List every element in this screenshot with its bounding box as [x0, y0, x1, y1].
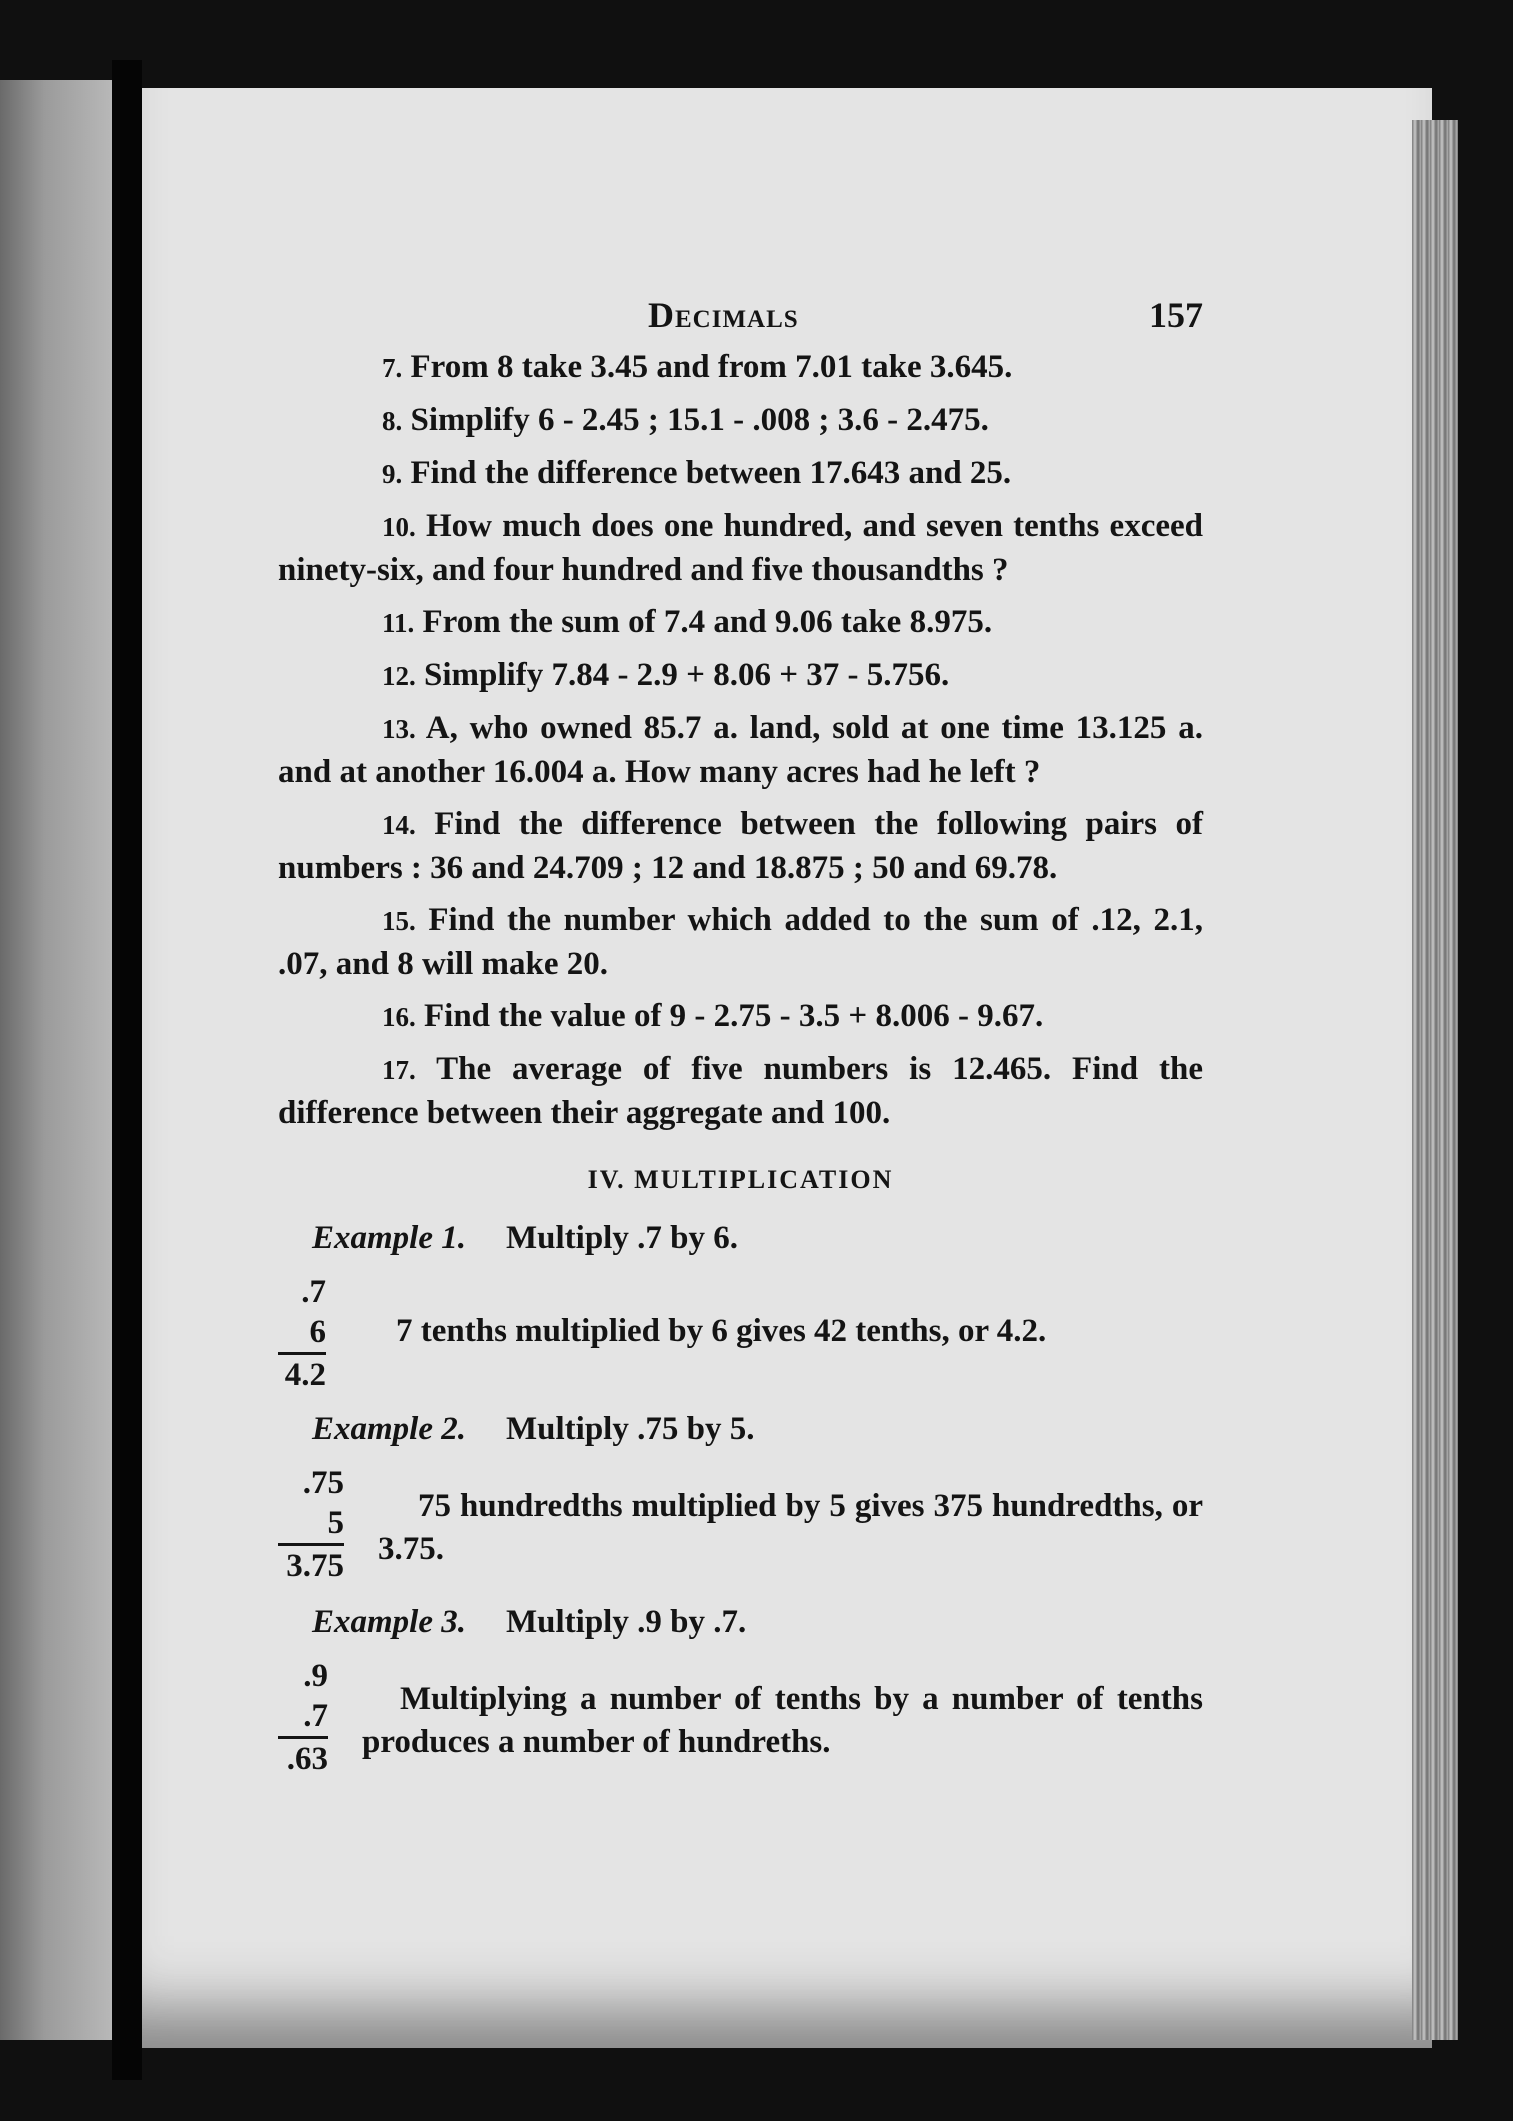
- calculation-column: [278, 1656, 328, 1779]
- example-label: Example 2.: [312, 1411, 466, 1447]
- exercise-text: How much does one hundred, and seven tenths exceed ninety-six, and four hundred and five thousandths ?: [278, 508, 1203, 588]
- exercise-10: [278, 505, 1203, 592]
- multiplicand: .75: [302, 1465, 344, 1501]
- multiplier: 5: [327, 1505, 344, 1541]
- exercise-12: [278, 654, 1203, 698]
- product: 3.75: [278, 1543, 344, 1586]
- book-spine: [112, 60, 142, 2080]
- exercise-number: 16.: [382, 1002, 416, 1032]
- exercise-text: Find the difference between the following pairs of numbers : 36 and 24.709 ; 12 and 18.875 ; 50 and 69.78.: [278, 806, 1203, 886]
- exercise-text: A, who owned 85.7 a. land, sold at one time 13.125 a. and at another 16.004 a. How many acres had he left ?: [278, 710, 1203, 790]
- exercise-13: [278, 707, 1203, 794]
- exercise-15: [278, 899, 1203, 986]
- exercise-text: The average of five numbers is 12.465. Find the difference between their aggregate and 100.: [278, 1051, 1204, 1131]
- exercise-text: From the sum of 7.4 and 9.06 take 8.975.: [422, 604, 993, 640]
- section-heading: IV. MULTIPLICATION: [587, 1165, 894, 1194]
- product: .63: [278, 1736, 328, 1779]
- multiplicand: .9: [303, 1658, 328, 1694]
- exercise-8: [278, 399, 1203, 443]
- exercise-number: 7.: [382, 353, 403, 383]
- exercise-7: [278, 346, 1203, 390]
- page-header: [278, 286, 1203, 346]
- example-prompt: Multiply .9 by .7.: [506, 1604, 747, 1640]
- exercise-text: Find the value of 9 - 2.75 - 3.5 + 8.006 - 9.67.: [424, 998, 1044, 1034]
- example-prompt: Multiply .7 by 6.: [506, 1220, 738, 1256]
- exercise-number: 12.: [382, 661, 416, 691]
- exercise-text: Simplify 6 - 2.45 ; 15.1 - .008 ; 3.6 - 2.475.: [410, 402, 989, 438]
- example-label: Example 3.: [312, 1604, 466, 1640]
- exercise-number: 17.: [382, 1055, 416, 1085]
- example-explanation: Multiplying a number of tenths by a number of tenths produces a number of hundreths.: [362, 1681, 1203, 1760]
- example-explanation: 7 tenths multiplied by 6 gives 42 tenths, or 4.2.: [396, 1313, 1047, 1349]
- exercise-text: Find the number which added to the sum of .12, 2.1, .07, and 8 will make 20.: [278, 902, 1204, 982]
- example-2-heading: [312, 1408, 1203, 1451]
- exercise-text: From 8 take 3.45 and from 7.01 take 3.645.: [410, 349, 1013, 385]
- calculation-column: [278, 1272, 326, 1395]
- exercise-9: [278, 452, 1203, 496]
- multiplier: 6: [309, 1314, 326, 1350]
- product: 4.2: [278, 1352, 326, 1395]
- multiplier: .7: [303, 1698, 328, 1734]
- example-2-work: [278, 1463, 1203, 1587]
- example-label: Example 1.: [312, 1220, 466, 1256]
- exercise-number: 10.: [382, 512, 416, 542]
- example-explanation: 75 hundredths multiplied by 5 gives 375 hundredths, or 3.75.: [378, 1488, 1203, 1567]
- example-1-heading: [312, 1217, 1203, 1260]
- exercise-number: 15.: [382, 906, 416, 936]
- page-number: 157: [1149, 295, 1203, 335]
- exercise-16: [278, 995, 1203, 1039]
- exercise-number: 11.: [382, 608, 415, 638]
- exercise-number: 14.: [382, 810, 416, 840]
- running-title: Decimals: [648, 295, 799, 335]
- exercise-number: 8.: [382, 406, 403, 436]
- exercise-text: Find the difference between 17.643 and 25.: [410, 455, 1012, 491]
- calculation-column: [278, 1463, 344, 1586]
- exercise-14: [278, 803, 1203, 890]
- multiplicand: .7: [301, 1274, 326, 1310]
- example-prompt: Multiply .75 by 5.: [506, 1411, 755, 1447]
- exercise-11: [278, 601, 1203, 645]
- example-1-work: [278, 1272, 1203, 1394]
- page-text: [278, 286, 1203, 1794]
- exercise-17: [278, 1048, 1203, 1135]
- exercise-number: 9.: [382, 459, 403, 489]
- left-page-edge: [0, 80, 112, 2040]
- exercise-number: 13.: [382, 714, 416, 744]
- exercise-text: Simplify 7.84 - 2.9 + 8.06 + 37 - 5.756.: [424, 657, 950, 693]
- example-3-heading: [312, 1601, 1203, 1644]
- example-3-work: [278, 1656, 1203, 1780]
- page-stack-edge: [1412, 120, 1458, 2040]
